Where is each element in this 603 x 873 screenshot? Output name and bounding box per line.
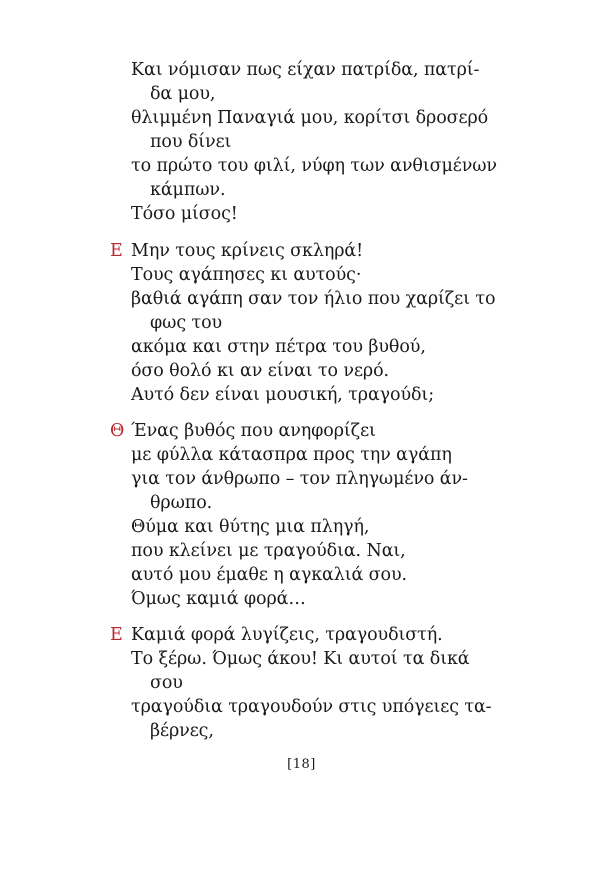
speaker-label: Θ xyxy=(110,421,125,441)
verse-line: βέρνες, xyxy=(150,721,214,741)
verse-line: για τον άνθρωπο – τον πληγωμένο άν- xyxy=(131,469,468,489)
verse-line: Καμιά φορά λυγίζεις, τραγουδιστή. xyxy=(131,625,443,645)
verse-line: αυτό μου έμαθε η αγκαλιά σου. xyxy=(131,565,407,585)
page-number: [18] xyxy=(287,757,316,772)
verse-line: με φύλλα κάτασπρα προς την αγάπη xyxy=(131,445,452,465)
verse-line: Και νόμισαν πως είχαν πατρίδα, πατρί- xyxy=(131,60,480,80)
verse-line: το πρώτο του φιλί, νύφη των ανθισμένων xyxy=(131,156,497,176)
verse-line: θρωπο. xyxy=(150,493,213,513)
verse-line: όσο θολό κι αν είναι το νερό. xyxy=(131,361,390,381)
verse-line: που δίνει xyxy=(150,132,232,152)
verse-line: Όμως καμιά φορά… xyxy=(131,589,306,609)
verse-line: Τόσο μίσος! xyxy=(131,204,238,224)
verse-line: φως του xyxy=(150,313,223,333)
verse-line: σου xyxy=(150,673,183,693)
verse-line: θλιμμένη Παναγιά μου, κορίτσι δροσερό xyxy=(131,108,489,128)
verse-line: Θύμα και θύτης μια πληγή, xyxy=(131,517,370,537)
verse-line: Ένας βυθός που ανηφορίζει xyxy=(131,421,376,441)
verse-line: Τους αγάπησες κι αυτούς· xyxy=(131,265,362,285)
verse-line: κάμπων. xyxy=(150,180,226,200)
verse-line: ακόμα και στην πέτρα του βυθού, xyxy=(131,337,426,357)
verse-line: δα μου, xyxy=(150,84,216,104)
verse-line: βαθιά αγάπη σαν τον ήλιο που χαρίζει το xyxy=(131,289,496,309)
speaker-label: Ε xyxy=(110,625,123,645)
speaker-label: Ε xyxy=(110,241,123,261)
verse-line: που κλείνει με τραγούδια. Ναι, xyxy=(131,541,406,561)
verse-line: Αυτό δεν είναι μουσική, τραγούδι; xyxy=(131,385,434,405)
verse-line: Μην τους κρίνεις σκληρά! xyxy=(131,241,364,261)
verse-line: τραγούδια τραγουδούν στις υπόγειες τα- xyxy=(131,697,492,717)
verse-line: Το ξέρω. Όμως άκου! Κι αυτοί τα δικά xyxy=(131,649,470,669)
